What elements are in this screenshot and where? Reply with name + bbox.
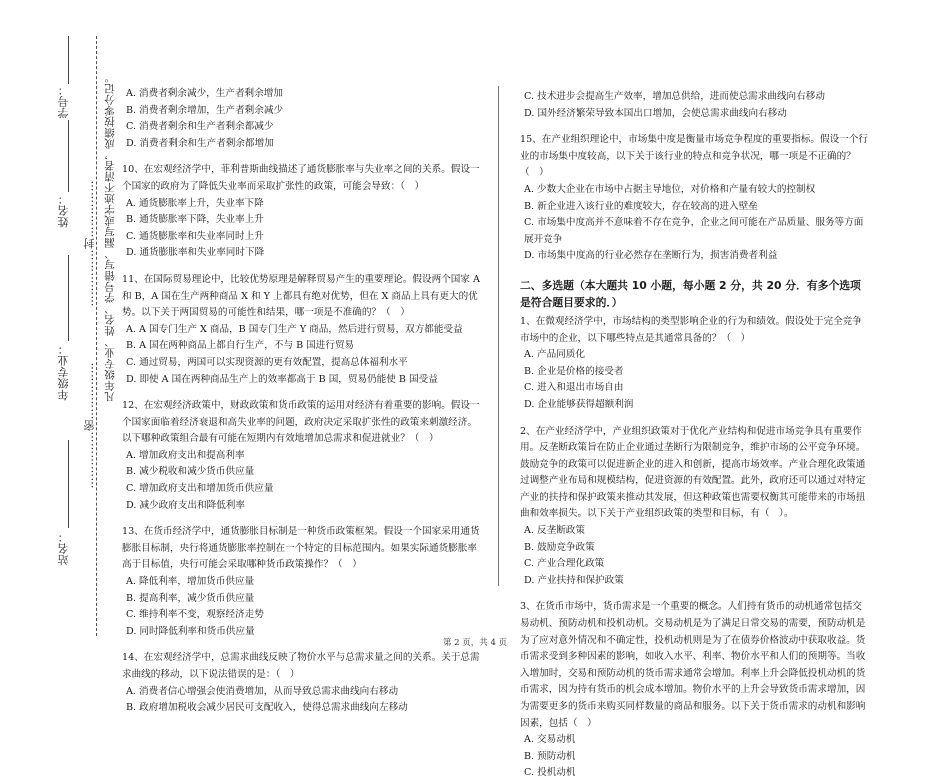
question-block xyxy=(520,314,870,414)
site-field[interactable] xyxy=(68,440,69,528)
question-block xyxy=(520,424,870,590)
option[interactable]: A. 消费者剩余减少，生产者剩余增加 xyxy=(126,88,283,99)
question-block xyxy=(122,162,480,262)
option[interactable]: A. 增加政府支出和提高利率 xyxy=(126,449,245,461)
option[interactable]: B. 政府增加税收会减少居民可支配收入，使得总需求曲线向左移动 xyxy=(126,702,408,714)
question-text: 14、在宏观经济学中，总需求曲线反映了物价水平与总需求量之间的关系。关于总需求曲线的移动，以下说法错误的是：（ ） xyxy=(122,652,480,680)
option[interactable]: D. 国外经济繁荣导致本国出口增加，会使总需求曲线向右移动 xyxy=(524,107,787,119)
option[interactable]: D. 减少政府支出和降低利率 xyxy=(126,499,245,511)
question-block xyxy=(520,132,870,265)
option[interactable]: B. 预防动机 xyxy=(524,750,576,762)
option[interactable]: B. A 国在两种商品上都自行生产，不与 B 国进行贸易 xyxy=(126,340,355,352)
binding-instructions: 凡年级专业、姓名、学号错写、漏写或字迹不清者，成绩按零分记。 xyxy=(104,72,116,402)
option[interactable]: B. 通货膨胀率下降，失业率上升 xyxy=(126,214,264,226)
name-field[interactable] xyxy=(68,120,69,192)
option[interactable]: C. 通过贸易，两国可以实现资源的更有效配置，提高总体福利水平 xyxy=(126,356,408,368)
option[interactable]: A. 降低利率，增加货币供应量 xyxy=(126,576,255,588)
option[interactable]: B. 提高利率，减少货币供应量 xyxy=(126,592,255,604)
option[interactable]: B. 减少税收和减少货币供应量 xyxy=(126,466,255,478)
option[interactable]: C. 消费者剩余和生产者剩余都减少 xyxy=(126,121,274,133)
right-column xyxy=(520,89,870,782)
question-text: 12、在宏观经济政策中，财政政策和货币政策的运用对经济有着重要的影响。假设一个国家面临着经济衰退和高失业率的问题，政府决定采取扩张性的政策来刺激经济。以下哪种政策组合最有可能在短期内有效地增加总需求和促进就业？（ ） xyxy=(122,400,480,445)
question-text: 3、在货币市场中，货币需求是一个重要的概念。人们持有货币的动机通常包括交易动机、预防动机和投机动机。交易动机是为了满足日常交易的需要，预防动机是为了应对意外情况和不确定性，投机动机则是为了在债券价格波动中获取收益。货币需求受到多种因素的影响，如收入水平、利率、物价水平和人们的预期等。当收入增加时，交易和预防动机的货币需求通常会增加。利率上升会降低投机动机的货币需求，因为持有货币的机会成本增加。物价水平的上升会导致货币需求增加，因为需要更多的货币来购买同样数量的商品和服务。以下关于货币需求的动机和影响因素，包括（ ） xyxy=(520,601,866,729)
option[interactable]: C. 通货膨胀率和失业率同时上升 xyxy=(126,230,264,242)
question-block xyxy=(122,650,480,716)
name-label: 姓名： xyxy=(57,193,70,228)
question-text: 15、在产业组织理论中，市场集中度是衡量市场竞争程度的重要指标。假设一个行业的市场集中度较高，以下关于该行业的特点和竞争状况，哪一项是不正确的？（ ） xyxy=(520,134,868,179)
option[interactable]: D. 企业能够获得超额利润 xyxy=(524,398,634,410)
question-text: 10、在宏观经济学中，菲利普斯曲线描述了通货膨胀率与失业率之间的关系。假设一个国家的政府为了降低失业率而采取扩张性的政策，可能会导致：（ ） xyxy=(122,164,480,192)
question-block xyxy=(520,89,870,122)
option[interactable]: B. 新企业进入该行业的难度较大，存在较高的进入壁垒 xyxy=(524,200,758,212)
question-text: 2、在产业经济学中，产业组织政策对于优化产业结构和促进市场竞争具有重要作用。反垄断政策旨在防止企业通过垄断行为限制竞争，维护市场的公平竞争环境。鼓励竞争的政策可以促进新企业的进入和创新，提高市场效率。产业合理化政策通过调整产业布局和规模结构，促进资源的有效配置。此外，政府还可以通过对特定产业的扶持和保护政策来推动其发展，但这种政策也需要权衡其可能带来的市场扭曲和效率损失。以下关于产业组织政策的类型和目标，有（ ）。 xyxy=(520,425,866,520)
option[interactable]: D. 通货膨胀率和失业率同时下降 xyxy=(126,247,265,259)
seal-mark: ……………封…………… xyxy=(83,180,96,307)
option[interactable]: A. 消费者信心增强会使消费增加，从而导致总需求曲线向右移动 xyxy=(126,685,399,697)
site-label: 站名： xyxy=(57,531,70,566)
option[interactable]: A. 交易动机 xyxy=(524,734,576,746)
question-block xyxy=(122,398,480,514)
left-column xyxy=(122,86,480,717)
option[interactable]: A. 产品同质化 xyxy=(524,349,585,361)
page-number: 第 2 页，共 4 页 xyxy=(442,638,508,648)
option[interactable]: B. 消费者剩余增加，生产者剩余减少 xyxy=(126,104,284,116)
student-id-field[interactable] xyxy=(68,36,69,84)
question-text: 13、在货币经济学中，通货膨胀目标制是一种货币政策框架。假设一个国家采用通货膨胀目标制，央行将通货膨胀率控制在一个特定的目标范围内。如果实际通货膨胀率高于目标值，央行可能会采取哪种货币政策操作？（ ） xyxy=(122,526,480,571)
option[interactable]: A. 反垄断政策 xyxy=(524,525,585,537)
seal-mark: ……………密…………… xyxy=(83,362,96,489)
section-title: 二、多选题（本大题共 10 小题，每小题 2 分，共 20 分．有多个选项是符合题目要求的．） xyxy=(520,278,861,309)
option[interactable]: C. 市场集中度高并不意味着不存在竞争，企业之间可能在产品质量、服务等方面展开竞争 xyxy=(524,217,864,245)
option[interactable]: C. 产业合理化政策 xyxy=(524,558,605,570)
option[interactable]: D. 同时降低利率和货币供应量 xyxy=(126,625,255,637)
option[interactable]: D. 即使 A 国在两种商品生产上的效率都高于 B 国，贸易仍能使 B 国受益 xyxy=(126,373,438,385)
option[interactable]: D. 消费者剩余和生产者剩余都增加 xyxy=(126,137,274,149)
question-block xyxy=(122,272,480,388)
option[interactable]: D. 市场集中度高的行业必然存在垄断行为，损害消费者利益 xyxy=(524,250,778,262)
option[interactable]: C. 技术进步会提高生产效率，增加总供给，进而使总需求曲线向右移动 xyxy=(524,91,825,102)
student-id-label: 学号： xyxy=(57,84,70,119)
major-label: 年级专业： xyxy=(57,343,70,401)
option[interactable]: C. 投机动机 xyxy=(524,767,576,779)
option[interactable]: B. 企业是价格的接受者 xyxy=(524,365,624,377)
question-text: 1、在微观经济学中，市场结构的类型影响企业的行为和绩效。假设处于完全竞争市场中的企业，以下哪些特点是其通常具备的？（ ） xyxy=(520,315,862,344)
option[interactable]: C. 维持利率不变，观察经济走势 xyxy=(126,609,264,621)
question-block xyxy=(122,86,480,152)
question-block xyxy=(122,524,480,640)
question-block xyxy=(520,599,870,782)
question-text: 11、在国际贸易理论中，比较优势原理是解释贸易产生的重要理论。假设两个国家 A 和 B，A 国在生产两种商品 X 和 Y 上都具有绝对优势，但在 X 商品上具有更大的优势。以下关于两国贸易的可能性和结果，哪一项是不准确的？（ ） xyxy=(122,273,480,319)
option[interactable]: A. A 国专门生产 X 商品，B 国专门生产 Y 商品，然后进行贸易，双方都能受益 xyxy=(126,323,463,335)
binding-margin xyxy=(0,0,120,672)
option[interactable]: A. 少数大企业在市场中占据主导地位，对价格和产量有较大的控制权 xyxy=(524,183,816,195)
option[interactable]: C. 增加政府支出和增加货币供应量 xyxy=(126,483,274,495)
option[interactable]: A. 通货膨胀率上升，失业率下降 xyxy=(126,197,264,209)
option[interactable]: D. 产业扶持和保护政策 xyxy=(524,574,624,586)
cut-line xyxy=(96,36,97,636)
major-field[interactable] xyxy=(68,255,69,341)
column-divider xyxy=(498,86,499,586)
option[interactable]: C. 进入和退出市场自由 xyxy=(524,382,624,394)
option[interactable]: B. 鼓励竞争政策 xyxy=(524,541,595,553)
